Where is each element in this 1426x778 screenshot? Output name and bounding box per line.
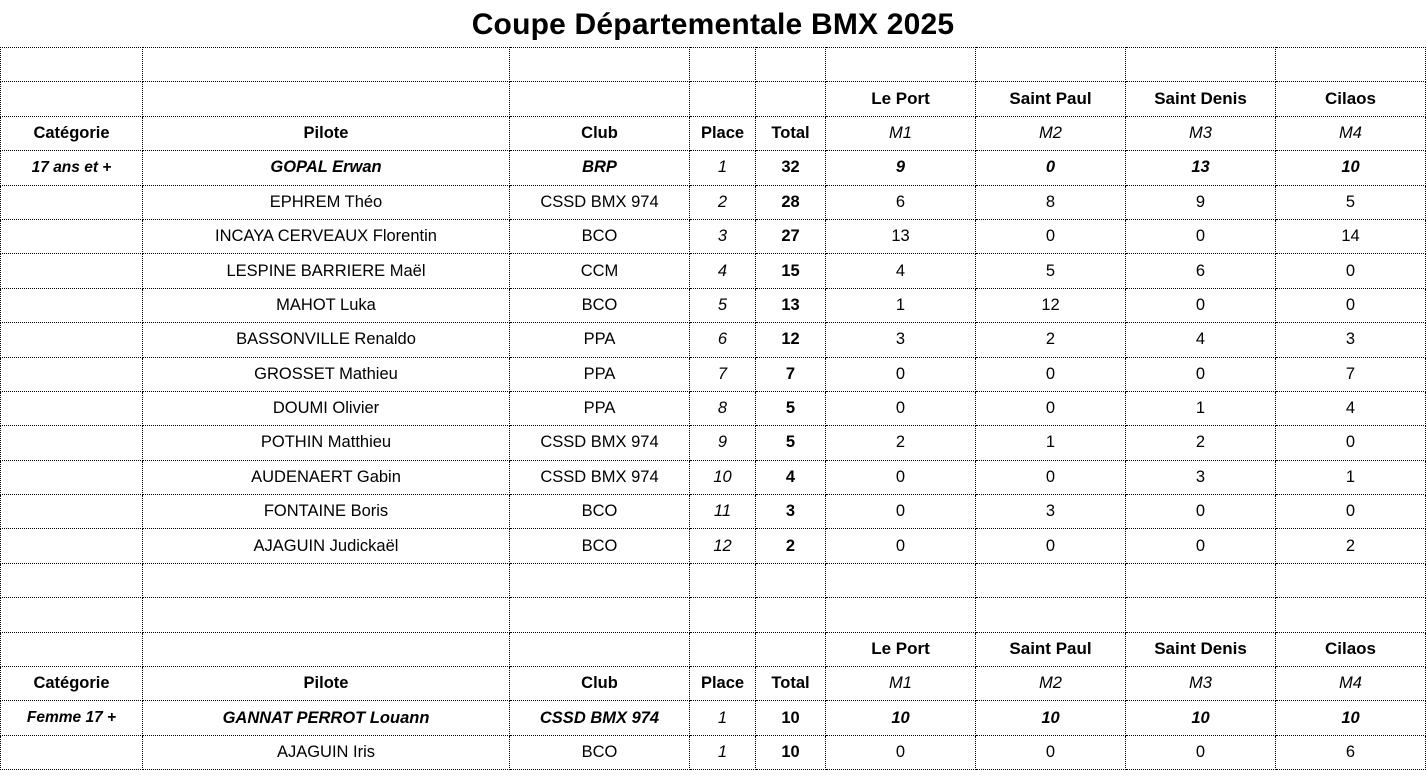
- rider-club: BCO: [510, 495, 690, 529]
- rider-club: CSSD BMX 974: [510, 426, 690, 460]
- rider-manche-4: 0: [1276, 495, 1426, 529]
- empty-cell: [1126, 48, 1276, 82]
- rider-club: BCO: [510, 219, 690, 253]
- rider-place: 1: [690, 151, 756, 185]
- empty-cell: [1, 735, 143, 769]
- rider-club: PPA: [510, 391, 690, 425]
- table-row: [1, 151, 1426, 185]
- rider-manche-1: 0: [826, 735, 976, 769]
- rider-total: 7: [756, 357, 826, 391]
- rider-place: 4: [690, 254, 756, 288]
- rider-total: 10: [756, 735, 826, 769]
- rider-name: AJAGUIN Judickaël: [143, 529, 510, 563]
- rider-total: 5: [756, 426, 826, 460]
- rider-manche-1: 0: [826, 357, 976, 391]
- rider-club: PPA: [510, 357, 690, 391]
- rider-manche-3: 0: [1126, 735, 1276, 769]
- rider-club: CSSD BMX 974: [510, 701, 690, 735]
- rider-manche-3: 1: [1126, 391, 1276, 425]
- rider-total: 5: [756, 391, 826, 425]
- rider-manche-2: 5: [976, 254, 1126, 288]
- empty-cell: [690, 563, 756, 597]
- empty-cell: [1, 391, 143, 425]
- rider-manche-4: 2: [1276, 529, 1426, 563]
- header-manche-1: M1: [826, 667, 976, 701]
- empty-cell: [510, 82, 690, 116]
- header-manche-4: M4: [1276, 667, 1426, 701]
- empty-cell: [756, 598, 826, 632]
- empty-cell: [143, 632, 510, 666]
- header-club: Club: [510, 667, 690, 701]
- rider-manche-1: 6: [826, 185, 976, 219]
- rider-total: 32: [756, 151, 826, 185]
- empty-cell: [143, 48, 510, 82]
- rider-manche-3: 0: [1126, 219, 1276, 253]
- rider-manche-4: 7: [1276, 357, 1426, 391]
- rider-club: BRP: [510, 151, 690, 185]
- rider-manche-4: 10: [1276, 151, 1426, 185]
- rider-manche-2: 1: [976, 426, 1126, 460]
- rider-manche-4: 5: [1276, 185, 1426, 219]
- category-label: 17 ans et +: [1, 151, 143, 185]
- section-spacer-row: [1, 598, 1426, 632]
- top-spacer-row: [1, 48, 1426, 82]
- rider-manche-1: 10: [826, 701, 976, 735]
- table-row: [1, 357, 1426, 391]
- empty-cell: [1276, 563, 1426, 597]
- empty-cell: [1, 357, 143, 391]
- rider-manche-3: 0: [1126, 529, 1276, 563]
- rider-manche-2: 12: [976, 288, 1126, 322]
- rider-manche-1: 0: [826, 529, 976, 563]
- rider-manche-3: 6: [1126, 254, 1276, 288]
- rider-manche-3: 10: [1126, 701, 1276, 735]
- rider-name: BASSONVILLE Renaldo: [143, 323, 510, 357]
- rider-total: 12: [756, 323, 826, 357]
- rider-manche-2: 3: [976, 495, 1126, 529]
- venue-name-3: Saint Denis: [1126, 632, 1276, 666]
- rider-name: AJAGUIN Iris: [143, 735, 510, 769]
- rider-place: 11: [690, 495, 756, 529]
- rider-manche-3: 9: [1126, 185, 1276, 219]
- venue-name-4: Cilaos: [1276, 82, 1426, 116]
- rider-manche-3: 0: [1126, 288, 1276, 322]
- empty-cell: [1126, 598, 1276, 632]
- empty-cell: [1, 219, 143, 253]
- rider-manche-3: 4: [1126, 323, 1276, 357]
- empty-cell: [510, 563, 690, 597]
- rider-club: BCO: [510, 735, 690, 769]
- rider-club: PPA: [510, 323, 690, 357]
- empty-cell: [976, 48, 1126, 82]
- rider-place: 1: [690, 735, 756, 769]
- rider-manche-2: 0: [976, 151, 1126, 185]
- rider-club: CCM: [510, 254, 690, 288]
- rider-manche-4: 4: [1276, 391, 1426, 425]
- header-club: Club: [510, 116, 690, 150]
- rider-manche-3: 0: [1126, 357, 1276, 391]
- rider-place: 2: [690, 185, 756, 219]
- venue-header-row: [1, 632, 1426, 666]
- rider-name: GANNAT PERROT Louann: [143, 701, 510, 735]
- rider-manche-3: 0: [1126, 495, 1276, 529]
- empty-cell: [1, 460, 143, 494]
- rider-manche-2: 0: [976, 460, 1126, 494]
- empty-cell: [1, 82, 143, 116]
- rider-name: LESPINE BARRIERE Maël: [143, 254, 510, 288]
- venue-name-2: Saint Paul: [976, 82, 1126, 116]
- empty-cell: [510, 598, 690, 632]
- header-categorie: Catégorie: [1, 667, 143, 701]
- empty-cell: [1, 323, 143, 357]
- empty-cell: [826, 48, 976, 82]
- empty-cell: [1, 48, 143, 82]
- rider-total: 15: [756, 254, 826, 288]
- rider-club: CSSD BMX 974: [510, 460, 690, 494]
- rider-club: CSSD BMX 974: [510, 185, 690, 219]
- rider-manche-4: 14: [1276, 219, 1426, 253]
- header-pilote: Pilote: [143, 116, 510, 150]
- empty-cell: [510, 632, 690, 666]
- rider-manche-4: 6: [1276, 735, 1426, 769]
- header-manche-3: M3: [1126, 667, 1276, 701]
- empty-cell: [1, 529, 143, 563]
- table-row: [1, 219, 1426, 253]
- empty-cell: [143, 82, 510, 116]
- column-header-row: [1, 116, 1426, 150]
- header-place: Place: [690, 116, 756, 150]
- empty-cell: [1, 288, 143, 322]
- empty-cell: [690, 632, 756, 666]
- rider-place: 10: [690, 460, 756, 494]
- empty-cell: [756, 82, 826, 116]
- rider-name: MAHOT Luka: [143, 288, 510, 322]
- empty-cell: [1, 495, 143, 529]
- rider-manche-4: 10: [1276, 701, 1426, 735]
- rider-manche-1: 0: [826, 460, 976, 494]
- rider-name: POTHIN Matthieu: [143, 426, 510, 460]
- empty-cell: [1, 254, 143, 288]
- results-table: [0, 47, 1426, 770]
- rider-manche-1: 2: [826, 426, 976, 460]
- rider-name: GOPAL Erwan: [143, 151, 510, 185]
- empty-cell: [1, 563, 143, 597]
- rider-name: AUDENAERT Gabin: [143, 460, 510, 494]
- rider-manche-1: 0: [826, 495, 976, 529]
- rider-place: 7: [690, 357, 756, 391]
- empty-cell: [756, 563, 826, 597]
- rider-place: 5: [690, 288, 756, 322]
- rider-manche-1: 3: [826, 323, 976, 357]
- venue-name-3: Saint Denis: [1126, 82, 1276, 116]
- rider-club: BCO: [510, 529, 690, 563]
- empty-cell: [690, 48, 756, 82]
- rider-manche-4: 1: [1276, 460, 1426, 494]
- rider-manche-1: 0: [826, 391, 976, 425]
- empty-cell: [1276, 48, 1426, 82]
- table-row: [1, 288, 1426, 322]
- rider-name: DOUMI Olivier: [143, 391, 510, 425]
- table-row: [1, 323, 1426, 357]
- header-manche-2: M2: [976, 116, 1126, 150]
- empty-cell: [756, 632, 826, 666]
- rider-total: 3: [756, 495, 826, 529]
- header-total: Total: [756, 116, 826, 150]
- page-title: Coupe Départementale BMX 2025: [471, 8, 955, 41]
- table-row: [1, 185, 1426, 219]
- rider-manche-4: 0: [1276, 254, 1426, 288]
- venue-name-1: Le Port: [826, 632, 976, 666]
- rider-total: 10: [756, 701, 826, 735]
- empty-cell: [826, 598, 976, 632]
- rider-manche-2: 0: [976, 529, 1126, 563]
- rider-place: 1: [690, 701, 756, 735]
- table-row: [1, 460, 1426, 494]
- column-header-row: [1, 667, 1426, 701]
- empty-cell: [756, 48, 826, 82]
- rider-place: 3: [690, 219, 756, 253]
- table-row: [1, 529, 1426, 563]
- rider-manche-2: 0: [976, 735, 1126, 769]
- rider-manche-2: 8: [976, 185, 1126, 219]
- section-spacer-row: [1, 563, 1426, 597]
- empty-cell: [143, 563, 510, 597]
- category-label: Femme 17 +: [1, 701, 143, 735]
- empty-cell: [1126, 563, 1276, 597]
- empty-cell: [690, 598, 756, 632]
- header-manche-4: M4: [1276, 116, 1426, 150]
- empty-cell: [510, 48, 690, 82]
- rider-name: GROSSET Mathieu: [143, 357, 510, 391]
- rider-manche-1: 1: [826, 288, 976, 322]
- rider-total: 13: [756, 288, 826, 322]
- header-categorie: Catégorie: [1, 116, 143, 150]
- empty-cell: [1, 185, 143, 219]
- header-place: Place: [690, 667, 756, 701]
- table-row: [1, 701, 1426, 735]
- rider-manche-4: 0: [1276, 288, 1426, 322]
- table-row: [1, 495, 1426, 529]
- empty-cell: [690, 82, 756, 116]
- empty-cell: [143, 598, 510, 632]
- rider-place: 12: [690, 529, 756, 563]
- rider-place: 8: [690, 391, 756, 425]
- empty-cell: [976, 598, 1126, 632]
- rider-place: 6: [690, 323, 756, 357]
- rider-manche-4: 3: [1276, 323, 1426, 357]
- rider-manche-1: 13: [826, 219, 976, 253]
- rider-total: 27: [756, 219, 826, 253]
- header-pilote: Pilote: [143, 667, 510, 701]
- rider-total: 4: [756, 460, 826, 494]
- rider-name: FONTAINE Boris: [143, 495, 510, 529]
- rider-manche-3: 2: [1126, 426, 1276, 460]
- empty-cell: [1, 426, 143, 460]
- rider-manche-2: 0: [976, 391, 1126, 425]
- rider-manche-3: 3: [1126, 460, 1276, 494]
- header-manche-1: M1: [826, 116, 976, 150]
- rider-place: 9: [690, 426, 756, 460]
- empty-cell: [1, 632, 143, 666]
- empty-cell: [826, 563, 976, 597]
- rider-total: 28: [756, 185, 826, 219]
- rider-manche-4: 0: [1276, 426, 1426, 460]
- table-row: [1, 735, 1426, 769]
- rider-total: 2: [756, 529, 826, 563]
- table-row: [1, 426, 1426, 460]
- header-manche-2: M2: [976, 667, 1126, 701]
- table-row: [1, 391, 1426, 425]
- header-total: Total: [756, 667, 826, 701]
- rider-name: EPHREM Théo: [143, 185, 510, 219]
- rider-manche-2: 0: [976, 219, 1126, 253]
- venue-header-row: [1, 82, 1426, 116]
- header-manche-3: M3: [1126, 116, 1276, 150]
- table-row: [1, 254, 1426, 288]
- rider-manche-3: 13: [1126, 151, 1276, 185]
- empty-cell: [1276, 598, 1426, 632]
- rider-name: INCAYA CERVEAUX Florentin: [143, 219, 510, 253]
- rider-manche-2: 10: [976, 701, 1126, 735]
- rider-manche-2: 2: [976, 323, 1126, 357]
- empty-cell: [976, 563, 1126, 597]
- venue-name-4: Cilaos: [1276, 632, 1426, 666]
- venue-name-1: Le Port: [826, 82, 976, 116]
- venue-name-2: Saint Paul: [976, 632, 1126, 666]
- rider-manche-1: 4: [826, 254, 976, 288]
- rider-manche-1: 9: [826, 151, 976, 185]
- rider-club: BCO: [510, 288, 690, 322]
- rider-manche-2: 0: [976, 357, 1126, 391]
- empty-cell: [1, 598, 143, 632]
